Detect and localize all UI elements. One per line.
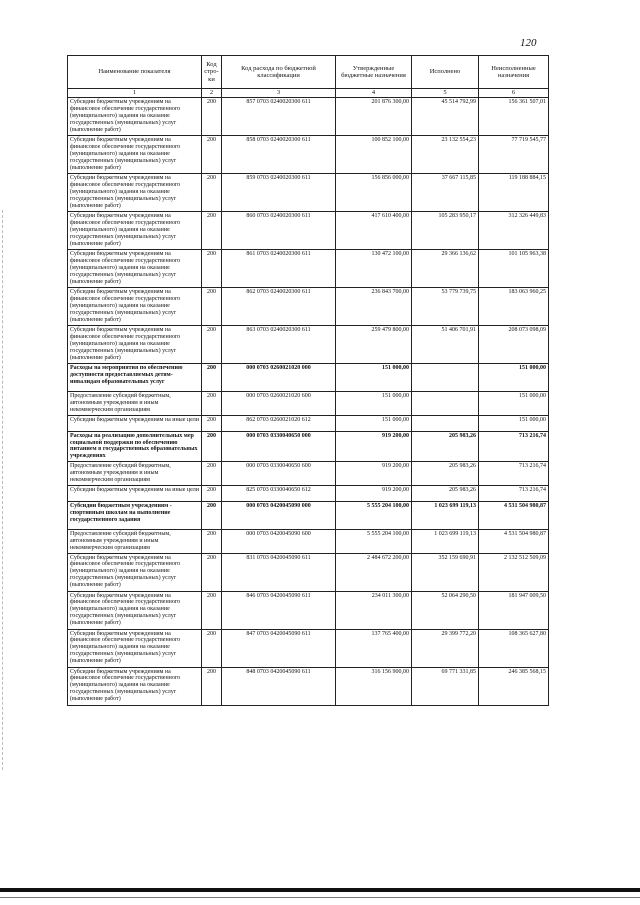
unexecuted-amount: 4 531 504 980,87 [479, 501, 549, 529]
table-row [68, 326, 549, 364]
approved-amount: 919 200,00 [336, 485, 412, 501]
table-header-row [68, 56, 549, 89]
approved-amount: 151 000,00 [336, 415, 412, 431]
table-row [68, 415, 549, 431]
unexecuted-amount: 101 105 963,38 [479, 250, 549, 288]
row-code: 200 [202, 529, 222, 553]
classification-code: 863 0703 0240020300 611 [222, 326, 336, 364]
executed-amount: 23 132 554,23 [412, 136, 479, 174]
row-name: Субсидии бюджетным учреждениям на финансовое обеспечение государственного (муниципального) задания на оказание государственных (муниципальных) услуг (выполнение работ) [68, 629, 202, 667]
row-name: Субсидии бюджетным учреждениям на финансовое обеспечение государственного (муниципального) задания на оказание государственных (муниципальных) услуг (выполнение работ) [68, 591, 202, 629]
classification-code: 847 0703 0420045090 611 [222, 629, 336, 667]
column-number: 1 [68, 89, 202, 98]
budget-execution-table [67, 55, 549, 706]
classification-code: 846 0703 0420045090 611 [222, 591, 336, 629]
classification-code: 000 0703 0420045090 600 [222, 529, 336, 553]
row-name: Предоставление субсидий бюджетным, автономным учреждениям и иным некоммерческим организациям [68, 462, 202, 486]
row-name: Предоставление субсидий бюджетным, автономным учреждениям и иным некоммерческим организациям [68, 529, 202, 553]
table-row [68, 250, 549, 288]
table-row [68, 174, 549, 212]
approved-amount: 5 555 204 100,00 [336, 501, 412, 529]
table-row [68, 553, 549, 591]
table-row [68, 431, 549, 462]
unexecuted-amount: 208 073 098,09 [479, 326, 549, 364]
row-code: 200 [202, 629, 222, 667]
unexecuted-amount: 151 000,00 [479, 415, 549, 431]
table-row [68, 392, 549, 416]
approved-amount: 137 765 400,00 [336, 629, 412, 667]
classification-code: 831 0703 0420045090 611 [222, 553, 336, 591]
unexecuted-amount: 2 132 512 509,09 [479, 553, 549, 591]
classification-code: 857 0703 0240020300 611 [222, 98, 336, 136]
row-name: Субсидии бюджетным учреждениям на финансовое обеспечение государственного (муниципального) задания на оказание государственных (муниципальных) услуг (выполнение работ) [68, 667, 202, 705]
executed-amount: 29 366 136,62 [412, 250, 479, 288]
approved-amount: 151 000,00 [336, 364, 412, 392]
unexecuted-amount: 108 365 627,80 [479, 629, 549, 667]
unexecuted-amount: 156 361 507,01 [479, 98, 549, 136]
unexecuted-amount: 183 063 960,25 [479, 288, 549, 326]
approved-amount: 151 000,00 [336, 392, 412, 416]
table-row [68, 501, 549, 529]
executed-amount: 1 023 699 119,13 [412, 501, 479, 529]
row-name: Расходы на реализацию дополнительных мер социальной поддержки по обеспечению питанием в государственных образовательных учреждениях [68, 431, 202, 462]
scan-margin-marks [2, 210, 5, 770]
classification-code: 862 0703 0260021020 612 [222, 415, 336, 431]
table-row [68, 136, 549, 174]
executed-amount [412, 415, 479, 431]
row-name: Субсидии бюджетным учреждениям на финансовое обеспечение государственного (муниципального) задания на оказание государственных (муниципальных) услуг (выполнение работ) [68, 212, 202, 250]
unexecuted-amount: 181 947 009,50 [479, 591, 549, 629]
executed-amount: 51 406 701,91 [412, 326, 479, 364]
column-number: 3 [222, 89, 336, 98]
executed-amount: 45 514 792,99 [412, 98, 479, 136]
row-code: 200 [202, 392, 222, 416]
executed-amount: 69 771 331,85 [412, 667, 479, 705]
column-number-row [68, 89, 549, 98]
row-code: 200 [202, 462, 222, 486]
unexecuted-amount: 713 216,74 [479, 462, 549, 486]
executed-amount [412, 392, 479, 416]
unexecuted-amount: 77 719 545,77 [479, 136, 549, 174]
row-name: Субсидии бюджетным учреждениям на иные цели [68, 485, 202, 501]
approved-amount: 316 156 900,00 [336, 667, 412, 705]
table-row [68, 462, 549, 486]
approved-amount: 5 555 204 100,00 [336, 529, 412, 553]
row-name: Субсидии бюджетным учреждениям на финансовое обеспечение государственного (муниципального) задания на оказание государственных (муниципальных) услуг (выполнение работ) [68, 288, 202, 326]
unexecuted-amount: 312 326 449,83 [479, 212, 549, 250]
row-code: 200 [202, 136, 222, 174]
table-row [68, 529, 549, 553]
row-name: Субсидии бюджетным учреждениям на финансовое обеспечение государственного (муниципального) задания на оказание государственных (муниципальных) услуг (выполнение работ) [68, 250, 202, 288]
executed-amount: 205 983,26 [412, 462, 479, 486]
approved-amount: 100 852 100,00 [336, 136, 412, 174]
classification-code: 825 0703 0330040650 612 [222, 485, 336, 501]
row-code: 200 [202, 667, 222, 705]
executed-amount: 53 779 739,75 [412, 288, 479, 326]
table-row [68, 667, 549, 705]
header-class-code: Код расхода по бюджетной классификации [222, 56, 336, 89]
approved-amount: 2 484 672 200,00 [336, 553, 412, 591]
header-unexecuted: Неисполненные назначения [479, 56, 549, 89]
unexecuted-amount: 4 531 504 980,87 [479, 529, 549, 553]
executed-amount: 205 983,26 [412, 431, 479, 462]
executed-amount: 205 983,26 [412, 485, 479, 501]
row-name: Субсидии бюджетным учреждениям на финансовое обеспечение государственного (муниципального) задания на оказание государственных (муниципальных) услуг (выполнение работ) [68, 553, 202, 591]
row-code: 200 [202, 288, 222, 326]
approved-amount: 259 479 800,00 [336, 326, 412, 364]
header-approved: Утвержденные бюджетные назначения [336, 56, 412, 89]
unexecuted-amount: 151 000,00 [479, 364, 549, 392]
column-number: 6 [479, 89, 549, 98]
classification-code: 858 0703 0240020300 611 [222, 136, 336, 174]
executed-amount [412, 364, 479, 392]
header-executed: Исполнено [412, 56, 479, 89]
bottom-border [0, 888, 640, 892]
row-code: 200 [202, 364, 222, 392]
row-name: Субсидии бюджетным учреждениям на финансовое обеспечение государственного (муниципального) задания на оказание государственных (муниципальных) услуг (выполнение работ) [68, 98, 202, 136]
table-row [68, 591, 549, 629]
row-name: Предоставление субсидий бюджетным, автономным учреждениям и иным некоммерческим организациям [68, 392, 202, 416]
classification-code: 859 0703 0240020300 611 [222, 174, 336, 212]
approved-amount: 130 472 100,00 [336, 250, 412, 288]
table-row [68, 98, 549, 136]
row-code: 200 [202, 501, 222, 529]
executed-amount: 1 023 699 119,13 [412, 529, 479, 553]
executed-amount: 52 064 290,50 [412, 591, 479, 629]
row-code: 200 [202, 485, 222, 501]
header-row-code: Код стро-ки [202, 56, 222, 89]
row-name: Субсидии бюджетным учреждениям на иные цели [68, 415, 202, 431]
classification-code: 000 0703 0260021020 600 [222, 392, 336, 416]
unexecuted-amount: 246 385 568,15 [479, 667, 549, 705]
page-number: 120 [520, 37, 537, 49]
classification-code: 000 0703 0260021020 000 [222, 364, 336, 392]
classification-code: 860 0703 0240020300 611 [222, 212, 336, 250]
classification-code: 000 0703 0420045090 000 [222, 501, 336, 529]
table-row [68, 364, 549, 392]
classification-code: 861 0703 0240020300 611 [222, 250, 336, 288]
row-name: Субсидии бюджетным учреждениям на финансовое обеспечение государственного (муниципального) задания на оказание государственных (муниципальных) услуг (выполнение работ) [68, 174, 202, 212]
table-row [68, 212, 549, 250]
row-code: 200 [202, 591, 222, 629]
unexecuted-amount: 119 188 884,15 [479, 174, 549, 212]
row-code: 200 [202, 250, 222, 288]
approved-amount: 236 843 700,00 [336, 288, 412, 326]
row-code: 200 [202, 212, 222, 250]
table-row [68, 485, 549, 501]
executed-amount: 352 159 690,91 [412, 553, 479, 591]
executed-amount: 37 667 115,85 [412, 174, 479, 212]
approved-amount: 201 876 300,00 [336, 98, 412, 136]
classification-code: 862 0703 0240020300 611 [222, 288, 336, 326]
table-row [68, 629, 549, 667]
unexecuted-amount: 151 000,00 [479, 392, 549, 416]
unexecuted-amount: 713 216,74 [479, 431, 549, 462]
row-name: Субсидии бюджетным учреждениям на финансовое обеспечение государственного (муниципального) задания на оказание государственных (муниципальных) услуг (выполнение работ) [68, 326, 202, 364]
row-name: Расходы на мероприятия по обеспечению доступности предоставляемых детям-инвалидам образовательных услуг [68, 364, 202, 392]
row-code: 200 [202, 431, 222, 462]
row-code: 200 [202, 415, 222, 431]
row-code: 200 [202, 553, 222, 591]
column-number: 2 [202, 89, 222, 98]
table-row [68, 288, 549, 326]
row-name: Субсидии бюджетным учреждениям на финансовое обеспечение государственного (муниципального) задания на оказание государственных (муниципальных) услуг (выполнение работ) [68, 136, 202, 174]
row-name: Субсидии бюджетным учреждениям - спортивным школам на выполнение государственного задания [68, 501, 202, 529]
row-code: 200 [202, 98, 222, 136]
classification-code: 000 0703 0330040650 000 [222, 431, 336, 462]
executed-amount: 105 283 950,17 [412, 212, 479, 250]
approved-amount: 234 011 300,00 [336, 591, 412, 629]
classification-code: 000 0703 0330040650 600 [222, 462, 336, 486]
row-code: 200 [202, 326, 222, 364]
approved-amount: 156 856 000,00 [336, 174, 412, 212]
column-number: 4 [336, 89, 412, 98]
approved-amount: 919 200,00 [336, 431, 412, 462]
header-name: Наименование показателя [68, 56, 202, 89]
approved-amount: 919 200,00 [336, 462, 412, 486]
bottom-border-thin [0, 897, 640, 898]
column-number: 5 [412, 89, 479, 98]
row-code: 200 [202, 174, 222, 212]
classification-code: 848 0703 0420045090 611 [222, 667, 336, 705]
approved-amount: 417 610 400,00 [336, 212, 412, 250]
unexecuted-amount: 713 216,74 [479, 485, 549, 501]
executed-amount: 29 399 772,20 [412, 629, 479, 667]
